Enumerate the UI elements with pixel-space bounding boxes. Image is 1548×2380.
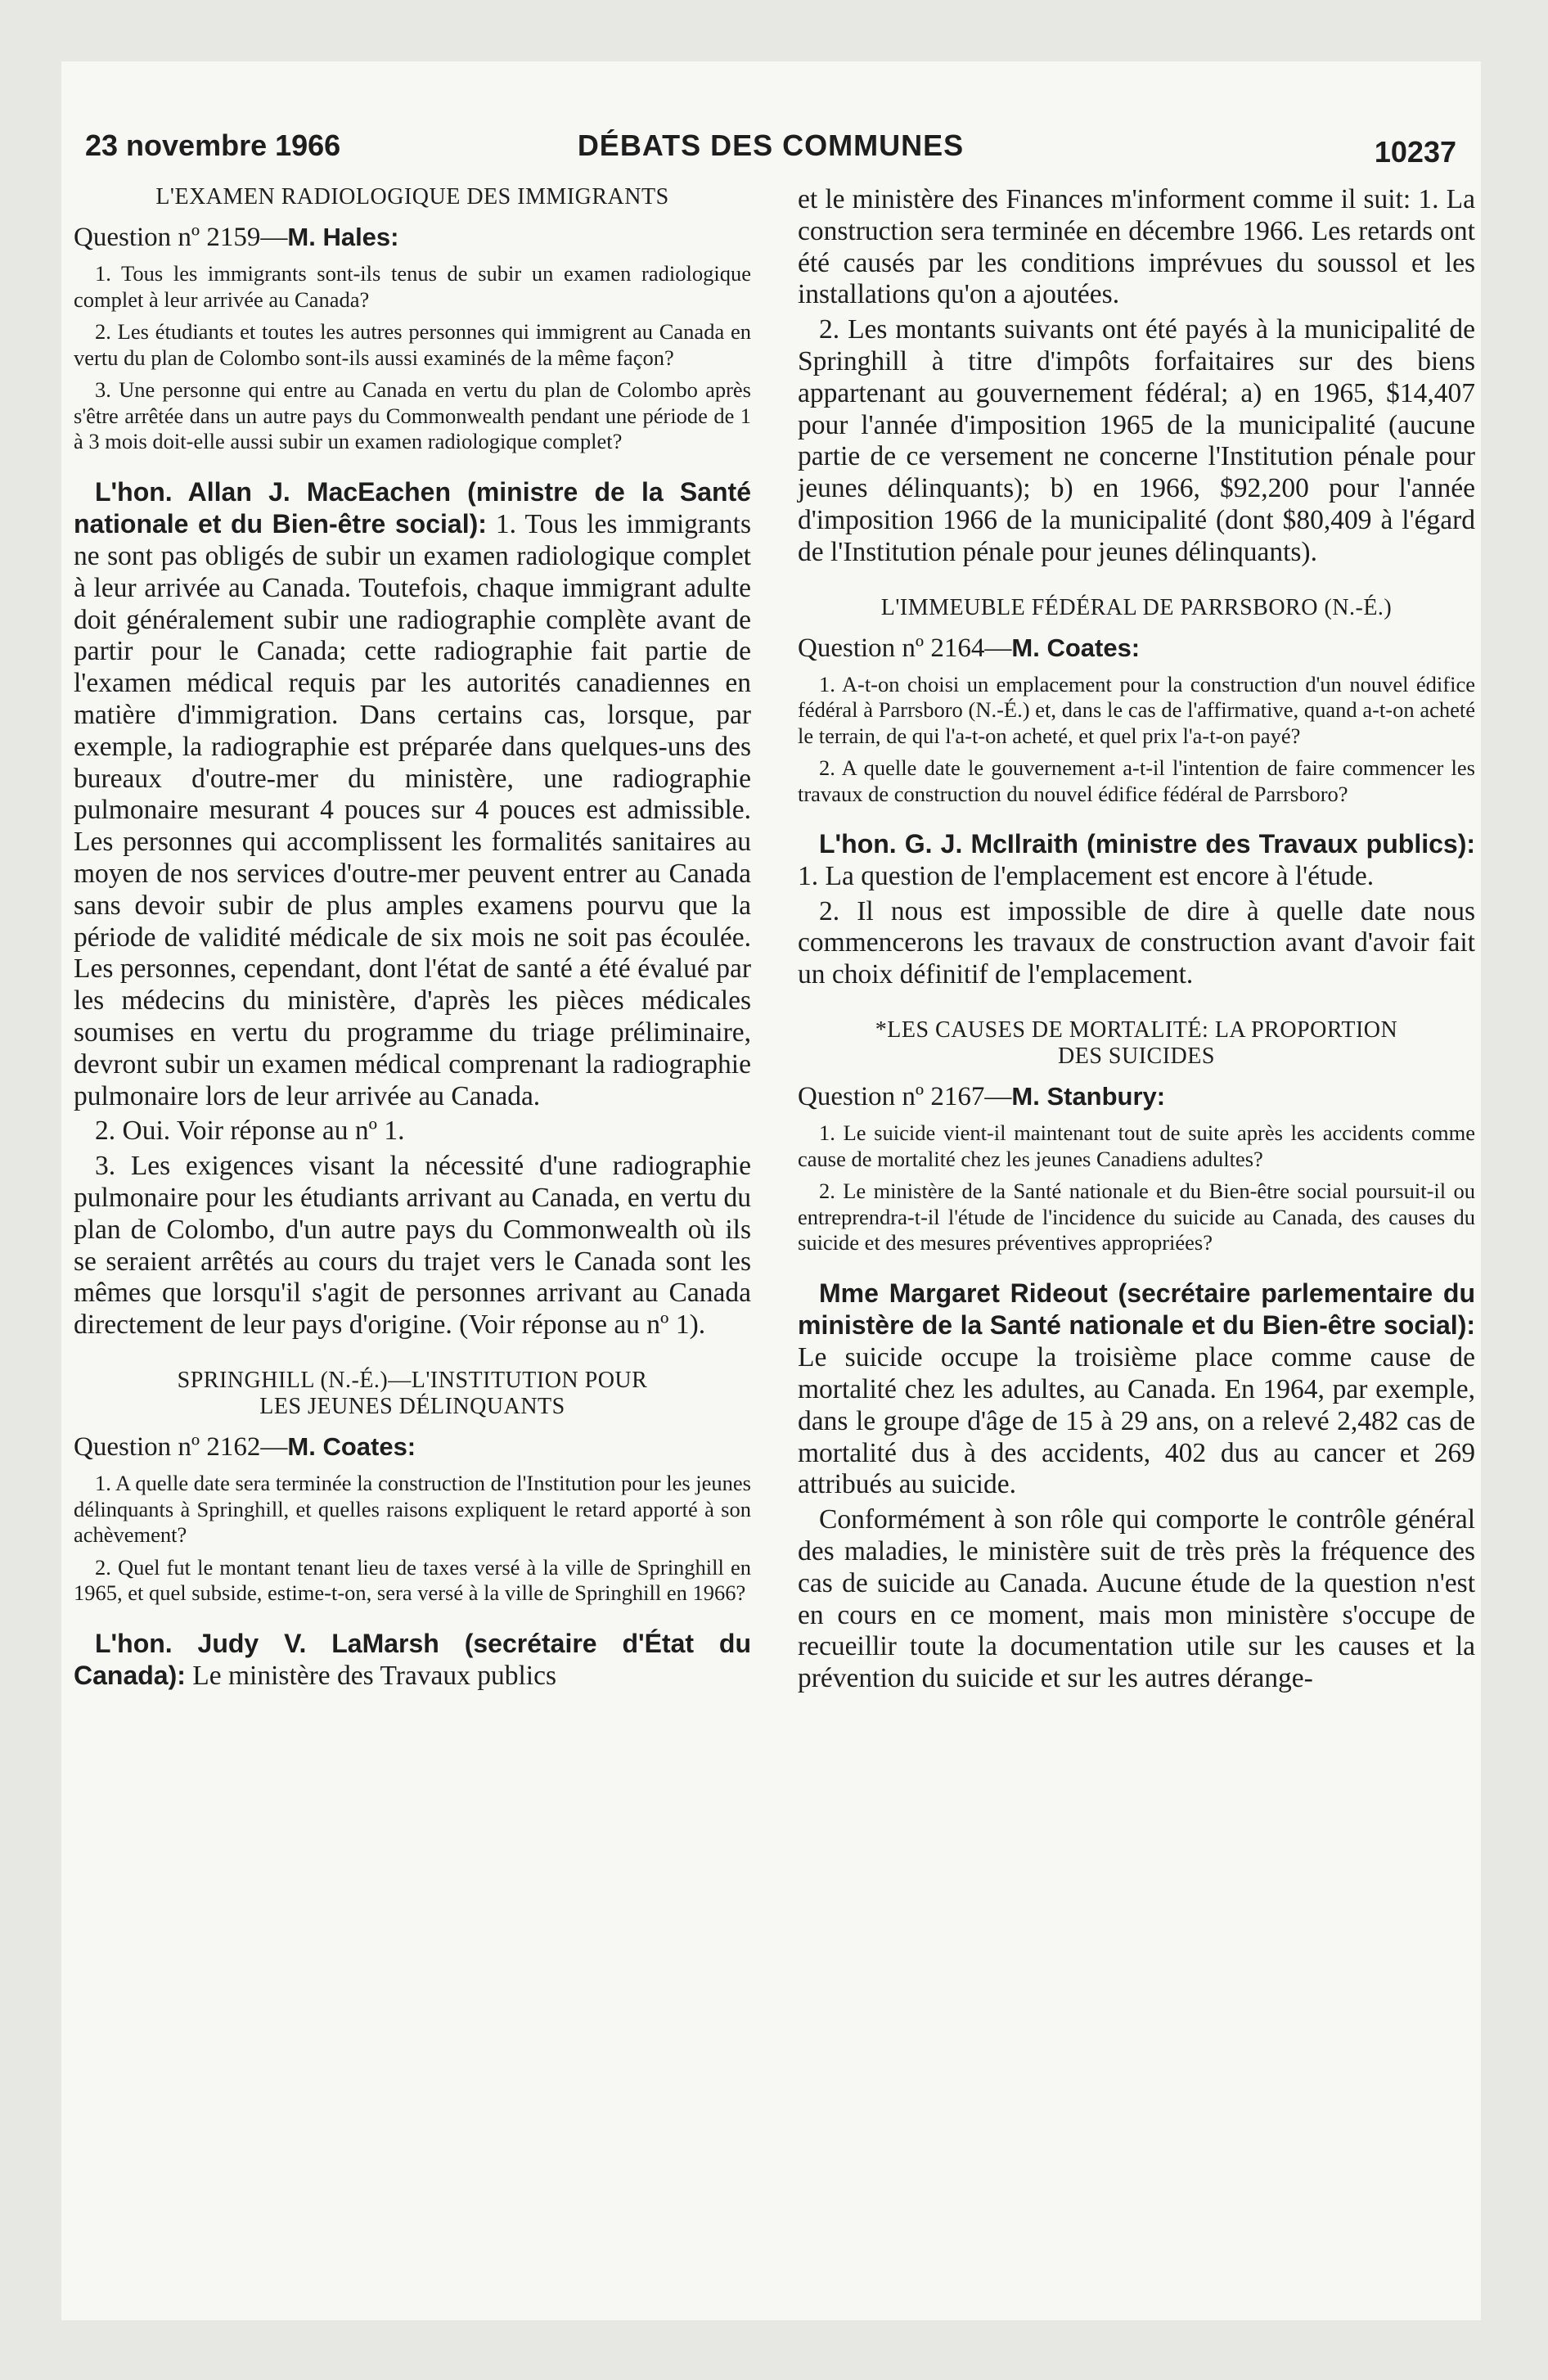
- page: [61, 61, 1481, 2320]
- section-title-line: SPRINGHILL (N.-É.)—L'INSTITUTION POUR: [177, 1368, 648, 1394]
- answer-text: Le suicide occupe la troisième place comme cause de mortalité chez les adultes, au Canada. En 1964, par exemple, dans le groupe d'âge de 15 à 29 ans, on a relevé 2,482 cas de mortalité dus à des accidents, 402 dus au cancer et 269 attribués au suicide.: [798, 1342, 1475, 1500]
- question-item: 2. A quelle date le gouvernement a-t-il l'intention de faire commencer les travaux de construction du nouvel édifice fédéral de Parrsboro?: [798, 755, 1475, 806]
- question-line: [798, 633, 1475, 664]
- answer-paragraph: 2. Oui. Voir réponse au nº 1.: [95, 1116, 405, 1147]
- answer-text: 1. Tous les immigrants ne sont pas obligés de subir un examen radiologique complet à leur arrivée au Canada. Toutefois, chaque immigrant adulte doit généralement subir une radiographie complète avant de partir pour le Canada; cette radiographie fait partie de l'examen médical requis par les autorités canadiennes en matière d'immigration. Dans certains cas, lorsque, par exemple, la radiographie est préparée dans quelques-uns des bureaux d'outre-mer du ministère, une radiographie pulmonaire mesurant 4 pouces sur 4 pouces est admissible. Les personnes qui accomplissent les formalités sanitaires au moyen de nos services d'outre-mer peuvent entrer au Canada sans devoir subir de plus amples examens pourvu que la période de validité médicale de six mois ne soit pas écoulée. Les personnes, cependant, dont l'état de santé a été évalué par les médecins du ministère, d'après les pièces médicales soumises en vertu du programme du triage préliminaire, devront subir un examen médical comprenant la radiographie pulmonaire lors de leur arrivée au Canada.: [74, 509, 751, 1111]
- question-item: 2. Le ministère de la Santé nationale et du Bien-être social poursuit-il ou entreprendra-t-il l'étude de l'incidence du suicide au Canada, des causes du suicide et des mesures préventives appropriées?: [798, 1179, 1475, 1255]
- answer-text: Le ministère des Travaux publics: [185, 1661, 557, 1692]
- right-column: [798, 184, 1475, 1698]
- speaker: L'hon. Allan J. MacEachen (ministre de la Santé nationale et du Bien-être social):: [74, 476, 751, 539]
- question-number: Question nº 2159—: [74, 223, 288, 252]
- answer-paragraph: et le ministère des Finances m'informent comme il suit: 1. La construction sera terminée en décembre 1966. Les retards ont été causés par les conditions imprévues du soussol et les installations qu'on a ajoutées.: [798, 184, 1475, 310]
- answer-paragraph: 3. Les exigences visant la nécessité d'une radiographie pulmonaire pour les étudiants arrivant au Canada, en vertu du plan de Colombo, d'un autre pays du Commonwealth où ils se seraient arrêtés au cours du trajet vers le Canada sont les mêmes que lorsqu'il s'agit de personnes arrivant au Canada directement de leur pays d'origine. (Voir réponse au nº 1).: [74, 1151, 751, 1341]
- question-item: 1. Le suicide vient-il maintenant tout de suite après les accidents comme cause de mortalité chez les jeunes Canadiens adultes?: [798, 1120, 1475, 1171]
- question-author: M. Coates:: [287, 1432, 416, 1462]
- question-item: 1. A-t-on choisi un emplacement pour la construction d'un nouvel édifice fédéral à Parrsboro (N.-É.) et, dans le cas de l'affirmative, quand a-t-on acheté le terrain, de qui l'a-t-on acheté, et quel prix l'a-t-on payé?: [798, 671, 1475, 748]
- question-line: [74, 222, 751, 253]
- section-title-line: *LES CAUSES DE MORTALITÉ: LA PROPORTION: [875, 1017, 1398, 1044]
- question-number: Question nº 2162—: [74, 1432, 288, 1463]
- left-column: [74, 184, 751, 1696]
- question-author: M. Coates:: [1011, 633, 1141, 662]
- answer-paragraph: [74, 476, 751, 1113]
- section-title: L'IMMEUBLE FÉDÉRAL DE PARRSBORO (N.-É.): [880, 594, 1393, 620]
- section-title: [74, 1368, 751, 1420]
- question-number: Question nº 2167—: [798, 1082, 1012, 1112]
- answer-paragraph: 2. Les montants suivants ont été payés à la municipalité de Springhill à titre d'impôts forfaitaires sur des biens appartenant au gouvernement fédéral; a) en 1965, $14,407 pour l'année d'imposition 1965 de la municipalité (aucune partie de ce versement ne concerne l'Institution pénale pour jeunes délinquants); b) en 1966, $92,200 pour l'année d'imposition 1966 de la municipalité (dont $80,409 à l'égard de l'Institution pénale pour jeunes délinquants).: [798, 314, 1475, 567]
- question-author: M. Hales:: [287, 223, 399, 251]
- speaker: Mme Margaret Rideout (secrétaire parlementaire du ministère de la Santé nationale et du Bien-être social):: [798, 1278, 1475, 1341]
- page-number: 10237: [1374, 135, 1456, 169]
- question-line: [74, 1431, 751, 1463]
- answer-paragraph: [798, 828, 1475, 893]
- section-title-line: DES SUICIDES: [1058, 1044, 1215, 1070]
- speaker: L'hon. Judy V. LaMarsh (secrétaire d'État du Canada):: [74, 1628, 751, 1691]
- answer-paragraph: [74, 1628, 751, 1693]
- speaker: L'hon. G. J. McIlraith (ministre des Travaux publics):: [819, 829, 1475, 859]
- answer-paragraph: Conformément à son rôle qui comporte le contrôle général des maladies, le ministère suit de très près la fréquence des cas de suicide au Canada. Aucune étude de la question n'est en cours en ce moment, mais mon ministère s'occupe de recueillir toute la documentation utile sur les causes et la prévention du suicide et sur les autres dérange-: [798, 1504, 1475, 1694]
- page-header: [85, 124, 1456, 173]
- header-title: DÉBATS DES COMMUNES: [577, 128, 965, 162]
- section-title: L'EXAMEN RADIOLOGIQUE DES IMMIGRANTS: [155, 184, 669, 210]
- header-date: 23 novembre 1966: [85, 128, 341, 162]
- question-item: 3. Une personne qui entre au Canada en vertu du plan de Colombo après s'être arrêtée dans un autre pays du Commonwealth pendant une période de 1 à 3 mois doit-elle aussi subir un examen radiologique complet?: [74, 377, 751, 453]
- section-title: [798, 1017, 1475, 1070]
- question-item: 1. A quelle date sera terminée la construction de l'Institution pour les jeunes délinquants à Springhill, et quelles raisons expliquent le retard apporté à son achèvement?: [74, 1471, 751, 1548]
- question-item: 1. Tous les immigrants sont-ils tenus de subir un examen radiologique complet à leur arrivée au Canada?: [74, 261, 751, 312]
- question-number: Question nº 2164—: [798, 633, 1012, 663]
- question-author: M. Stanbury:: [1011, 1082, 1166, 1111]
- answer-paragraph: 2. Il nous est impossible de dire à quelle date nous commencerons les travaux de construction avant d'avoir fait un choix définitif de l'emplacement.: [798, 895, 1475, 990]
- question-item: 2. Quel fut le montant tenant lieu de taxes versé à la ville de Springhill en 1965, et quel subside, estime-t-on, sera versé à la ville de Springhill en 1966?: [74, 1554, 751, 1606]
- question-line: [798, 1081, 1475, 1112]
- question-item: 2. Les étudiants et toutes les autres personnes qui immigrent au Canada en vertu du plan de Colombo sont-ils aussi examinés de la même façon?: [74, 319, 751, 370]
- answer-paragraph: [798, 1278, 1475, 1502]
- answer-text: 1. La question de l'emplacement est encore à l'étude.: [798, 860, 1375, 891]
- section-title-line: LES JEUNES DÉLINQUANTS: [259, 1394, 565, 1420]
